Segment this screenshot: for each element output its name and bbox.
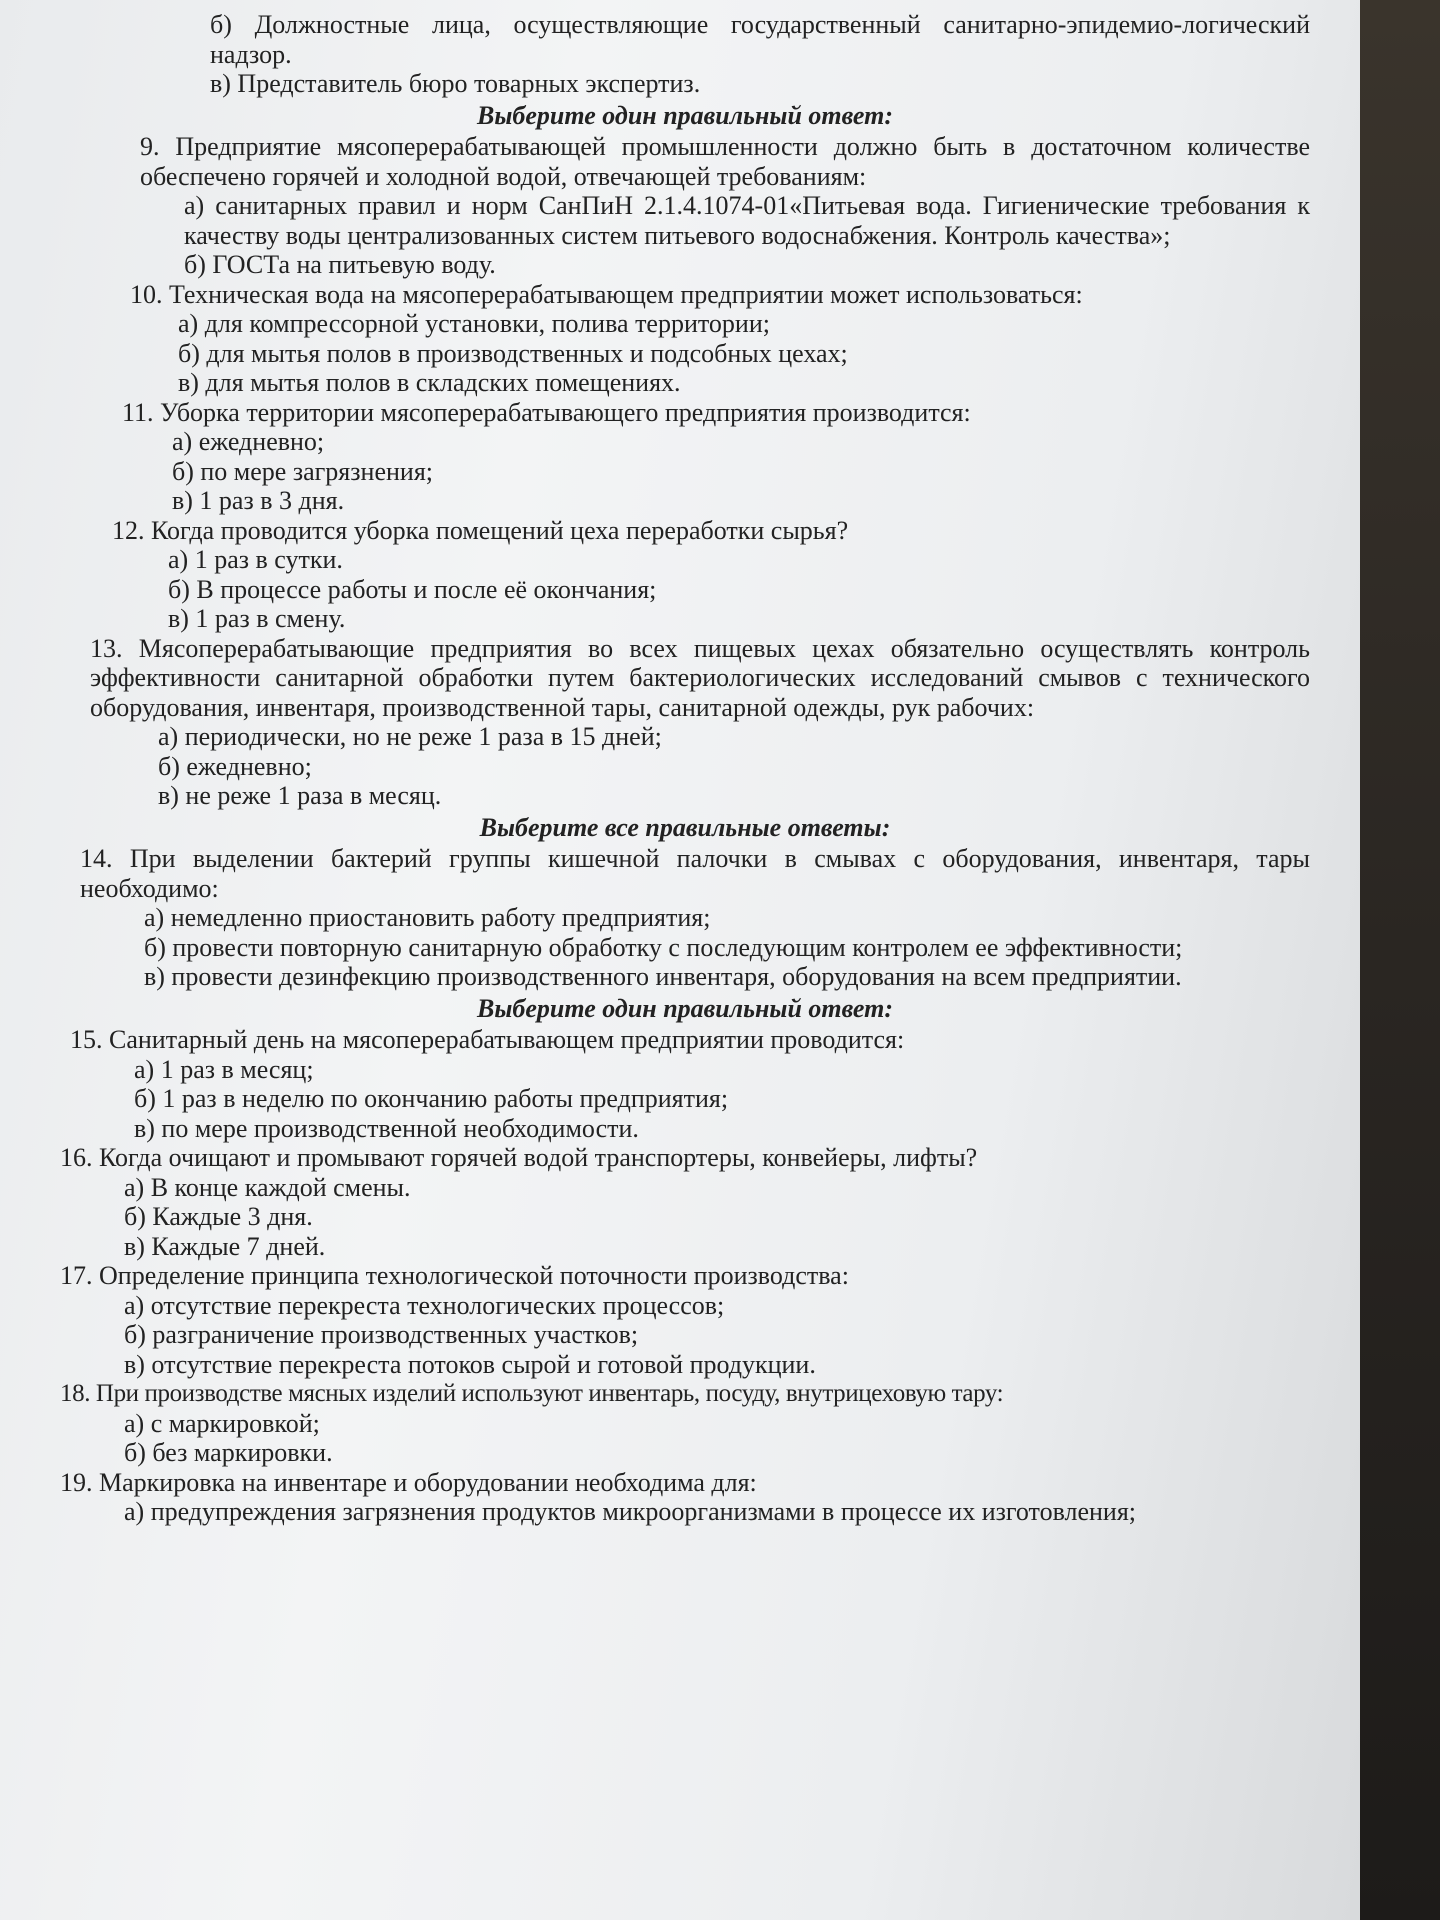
options-list [60,427,1310,516]
options-list [60,903,1310,992]
options-list [60,1291,1310,1380]
options-list [60,191,1310,280]
answer-option: б) провести повторную санитарную обработку с последующим контролем ее эффективности; [144,932,1183,962]
answer-option: б) Должностные лица, осуществляющие государственный санитарно-эпидемио-логический надзор. [210,10,1310,69]
question-10 [60,280,1310,398]
question-number: 12. [112,515,145,545]
options-list [60,545,1310,634]
question-number: 18. [60,1380,91,1407]
question-text: Когда проводится уборка помещений цеха переработки сырья? [151,515,849,545]
answer-option: в) 1 раз в 3 дня. [172,486,345,515]
answer-option: а) для компрессорной установки, полива территории; [178,309,770,338]
answer-option: б) В процессе работы и после её окончания; [168,574,657,604]
question-14 [60,844,1310,992]
document-page [60,10,1310,1527]
question-16 [60,1143,1310,1261]
answer-option: б) ГОСТа на питьевую воду. [184,250,496,279]
question-number: 15. [70,1025,103,1054]
options-list [60,1173,1310,1262]
question-number: 9. [140,132,160,161]
options-list [60,309,1310,398]
question-number: 17. [60,1261,93,1290]
answer-option: а) санитарных правил и норм СанПиН 2.1.4.1074-01«Питьевая вода. Гигиенические требования к качеству воды централизованных систем питьевого водоснабжения. Контроль качества»; [184,191,1310,250]
answer-option: в) для мытья полов в складских помещениях. [178,368,681,397]
background-surface [1360,0,1440,1920]
question-number: 14. [80,844,113,873]
answer-option: б) без маркировки. [124,1438,333,1467]
answer-option: в) Каждые 7 дней. [124,1231,326,1261]
question-12 [60,516,1310,634]
question-text: Уборка территории мясоперерабатывающего предприятия производится: [160,397,971,427]
options-list [60,1409,1310,1468]
answer-option: в) провести дезинфекцию производственного инвентаря, оборудования на всем предприятии. [144,962,1182,991]
options-list [60,1055,1310,1144]
question-15 [60,1025,1310,1143]
question-number: 11. [122,397,154,427]
answer-option: а) с маркировкой; [124,1408,320,1438]
question-text: Когда очищают и промывают горячей водой транспортеры, конвейеры, лифты? [99,1143,978,1172]
options-list [60,1497,1310,1527]
answer-option: а) 1 раз в месяц; [134,1054,314,1084]
answer-option: а) немедленно приостановить работу предприятия; [144,903,711,932]
answer-option: б) для мытья полов в производственных и подсобных цехах; [178,338,848,368]
section-heading: Выберите один правильный ответ: [476,993,894,1023]
question-text: Санитарный день на мясоперерабатывающем предприятии проводится: [109,1025,905,1054]
question-9 [60,132,1310,280]
question-number: 13. [90,633,123,663]
question-number: 16. [60,1143,93,1172]
question-number: 19. [60,1467,93,1497]
question-text: Техническая вода на мясоперерабатывающем предприятии может использоваться: [169,279,1083,309]
answer-option: б) ежедневно; [158,751,312,781]
answer-option: в) отсутствие перекреста потоков сырой и готовой продукции. [124,1349,816,1379]
answer-option: в) не реже 1 раза в месяц. [158,781,442,810]
question-13 [60,634,1310,811]
answer-option: а) 1 раз в сутки. [168,545,343,574]
question-text: Маркировка на инвентаре и оборудовании необходима для: [99,1467,757,1497]
question-text: Определение принципа технологической поточности производства: [99,1261,849,1290]
answer-option: в) по мере производственной необходимости. [134,1113,639,1143]
question-17 [60,1261,1310,1379]
question-text: Мясоперерабатывающие предприятия во всех пищевых цехах обязательно осуществлять контроль эффективности санитарной обработки путем бактериологических исследований смывов с технического оборудования, инвентаря, производственной тары, санитарной одежды, рук рабочих: [90,633,1311,722]
answer-option: б) 1 раз в неделю по окончанию работы предприятия; [134,1084,729,1113]
answer-option: а) ежедневно; [172,427,325,456]
answer-option: в) 1 раз в смену. [168,604,346,633]
answer-option: б) разграничение производственных участков; [124,1320,639,1349]
answer-option: а) периодически, но не реже 1 раза в 15 дней; [158,722,662,751]
section-heading: Выберите один правильный ответ: [476,100,894,130]
question-text: При производстве мясных изделий используют инвентарь, посуду, внутрицеховую тару: [95,1380,1004,1407]
answer-option: а) предупреждения загрязнения продуктов микроорганизмами в процессе их изготовления; [124,1497,1137,1526]
answer-option: в) Представитель бюро товарных экспертиз. [210,69,701,98]
section-heading: Выберите все правильные ответы: [479,812,891,842]
question-text: При выделении бактерий группы кишечной палочки в смывах с оборудования, инвентаря, тары необходимо: [80,844,1310,903]
question-19 [60,1468,1310,1527]
question-text: Предприятие мясоперерабатывающей промышленности должно быть в достаточном количестве обеспечено горячей и холодной водой, отвечающей требованиям: [140,132,1310,191]
options-list [60,722,1310,811]
question-number: 10. [130,279,163,309]
answer-option: б) по мере загрязнения; [172,456,434,486]
question-11 [60,398,1310,516]
answer-option: а) отсутствие перекреста технологических процессов; [124,1290,725,1320]
answer-option: а) В конце каждой смены. [124,1172,411,1202]
answer-option: б) Каждые 3 дня. [124,1202,313,1231]
question-18 [60,1379,1310,1468]
previous-question-fragment [60,10,1310,99]
